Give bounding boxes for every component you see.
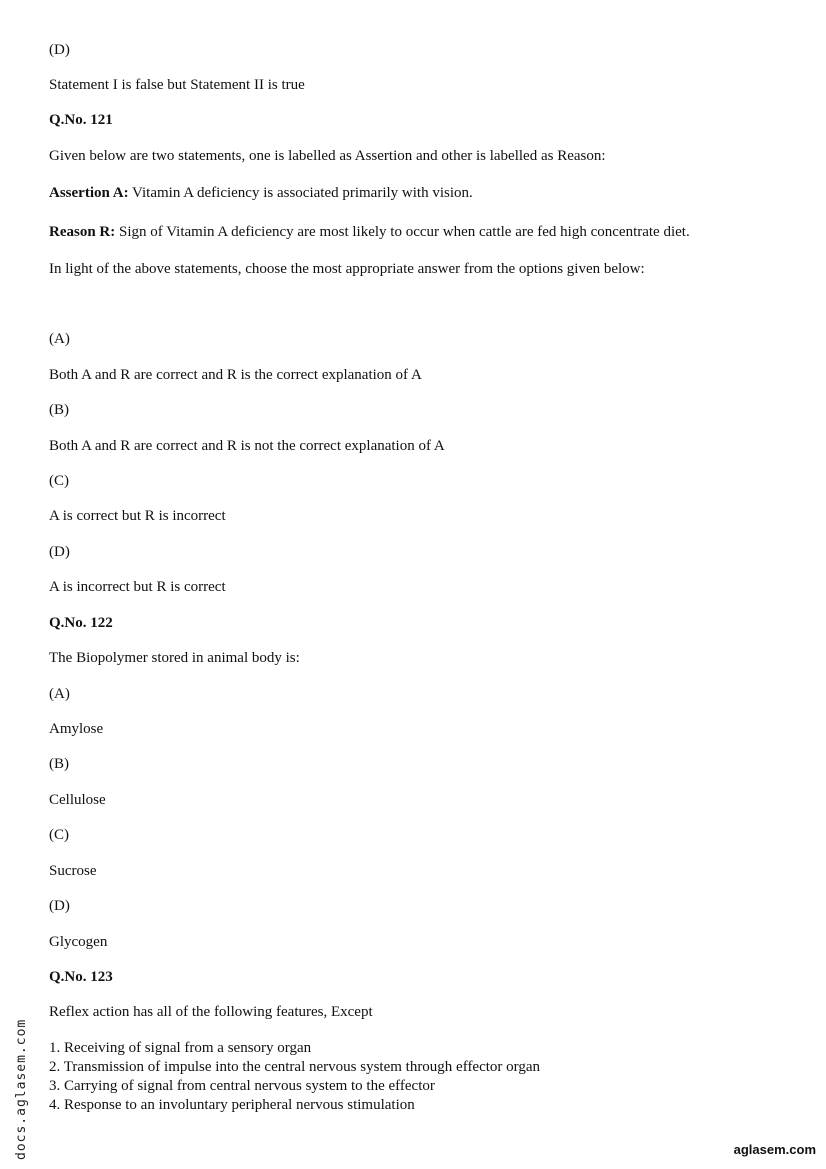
question-number-123: Q.No. 123 bbox=[49, 969, 113, 985]
q121-reason bbox=[49, 223, 690, 241]
q121-option-d-label: (D) bbox=[49, 544, 70, 560]
assertion-label: Assertion A: bbox=[49, 185, 129, 201]
q122-option-b-text: Cellulose bbox=[49, 792, 106, 808]
list-item: 4. Response to an involuntary peripheral nervous stimulation bbox=[49, 1097, 415, 1113]
q122-option-c-label: (C) bbox=[49, 827, 69, 843]
side-watermark: docs.aglasem.com bbox=[14, 1018, 29, 1160]
q121-option-c-label: (C) bbox=[49, 473, 69, 489]
q121-option-a-label: (A) bbox=[49, 331, 70, 347]
q121-option-b-text: Both A and R are correct and R is not the correct explanation of A bbox=[49, 438, 445, 454]
assertion-text: Vitamin A deficiency is associated primarily with vision. bbox=[128, 185, 473, 201]
q121-option-d-text: A is incorrect but R is correct bbox=[49, 579, 226, 595]
q123-text: Reflex action has all of the following features, Except bbox=[49, 1004, 373, 1020]
q122-option-d-text: Glycogen bbox=[49, 934, 108, 950]
question-number-121: Q.No. 121 bbox=[49, 112, 113, 128]
q122-option-b-label: (B) bbox=[49, 756, 69, 772]
prev-option-d-text: Statement I is false but Statement II is true bbox=[49, 77, 305, 93]
q122-option-a-text: Amylose bbox=[49, 721, 104, 737]
q121-intro: Given below are two statements, one is labelled as Assertion and other is labelled as Reason: bbox=[49, 148, 606, 164]
reason-text: Sign of Vitamin A deficiency are most likely to occur when cattle are fed high concentrate diet. bbox=[115, 224, 690, 240]
q121-assertion bbox=[49, 184, 473, 202]
q121-option-a-text: Both A and R are correct and R is the correct explanation of A bbox=[49, 367, 422, 383]
question-number-122: Q.No. 122 bbox=[49, 615, 113, 631]
q122-text: The Biopolymer stored in animal body is: bbox=[49, 650, 300, 666]
list-item: 3. Carrying of signal from central nervous system to the effector bbox=[49, 1078, 435, 1094]
q122-option-a-label: (A) bbox=[49, 686, 70, 702]
q122-option-c-text: Sucrose bbox=[49, 863, 97, 879]
q121-instruction: In light of the above statements, choose the most appropriate answer from the options given below: bbox=[49, 261, 645, 277]
reason-label: Reason R: bbox=[49, 224, 116, 240]
list-item: 1. Receiving of signal from a sensory organ bbox=[49, 1040, 312, 1056]
list-item: 2. Transmission of impulse into the central nervous system through effector organ bbox=[49, 1059, 541, 1075]
q121-option-b-label: (B) bbox=[49, 402, 69, 418]
q121-option-c-text: A is correct but R is incorrect bbox=[49, 508, 226, 524]
q122-option-d-label: (D) bbox=[49, 898, 70, 914]
prev-option-d-label: (D) bbox=[49, 42, 70, 58]
footer-brand: aglasem.com bbox=[733, 1142, 816, 1157]
q123-list bbox=[49, 1039, 540, 1115]
